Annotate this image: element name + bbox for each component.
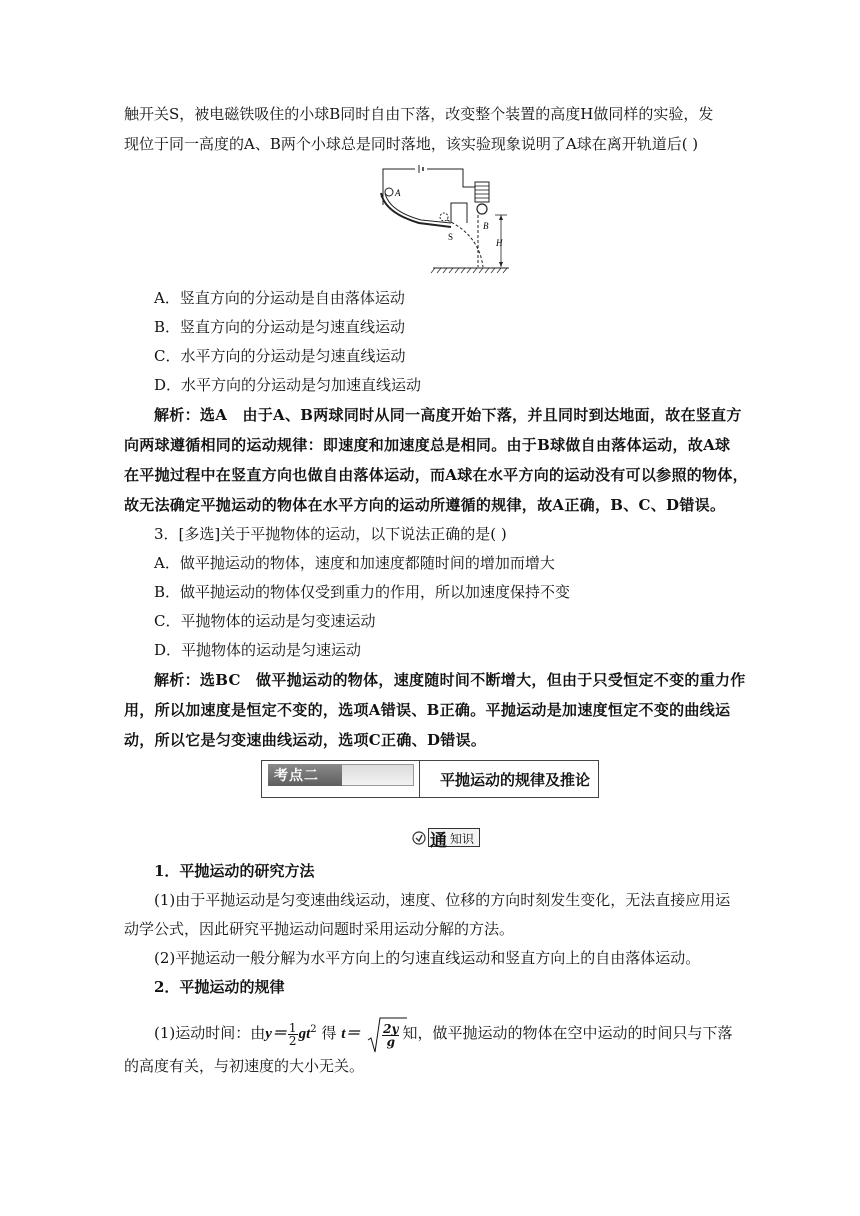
q2-stem-line-2: 现位于同一高度的A、B两个小球总是同时落地，该实验现象说明了A球在离开轨道后( ) (124, 135, 699, 153)
q2-stem-line-1: 触开关S，被电磁铁吸住的小球B同时自由下落，改变整个装置的高度H做同样的实验，发 (124, 105, 714, 123)
label-s: S (448, 232, 454, 242)
frac-num: 1 (288, 1020, 297, 1035)
fraction-half (288, 1022, 298, 1047)
eq-y: y＝ (265, 1026, 287, 1042)
q2-option-b: B．竖直方向的分运动是匀速直线运动 (154, 318, 406, 336)
p1-prefix: (1)运动时间：由 (154, 1024, 266, 1042)
q3-option-d: D．平抛物体的运动是匀速运动 (154, 641, 362, 659)
q2-analysis-line-4: 故无法确定平抛运动的物体在水平方向的运动所遵循的规律，故A正确，B、C、D错误。 (124, 496, 726, 514)
banner-tag-label: 考点二 (274, 768, 319, 784)
banner-title: 平抛运动的规律及推论 (440, 771, 591, 789)
experiment-figure (375, 165, 515, 280)
ball-b (477, 204, 487, 214)
section-banner (261, 760, 599, 798)
q3-analysis-line-3: 动，所以它是匀变速曲线运动，选项C正确、D错误。 (124, 731, 487, 749)
eq-gt: gt (298, 1026, 311, 1042)
p1-mid: 得 (321, 1024, 337, 1042)
section1-p2: (2)平抛运动一般分解为水平方向上的匀速直线运动和竖直方向上的自由落体运动。 (154, 949, 701, 967)
q3-option-c: C．平抛物体的运动是匀变速运动 (154, 612, 376, 630)
frac-den: 2 (288, 1033, 297, 1048)
q2-analysis-line-2: 向两球遵循相同的运动规律：即速度和加速度总是相同。由于B球做自由落体运动，故A球 (124, 436, 731, 454)
section1-p1-line-2: 动学公式，因此研究平抛运动问题时采用运动分解的方法。 (124, 920, 515, 938)
apparatus-diagram (375, 165, 515, 280)
q2-analysis-line-3: 在平抛过程中在竖直方向也做自由落体运动，而A球在水平方向的运动没有可以参照的物体， (124, 466, 748, 484)
eq-sup: 2 (310, 1024, 317, 1035)
ball-a-end (440, 213, 448, 221)
q3-stem: 3．[多选]关于平抛物体的运动，以下说法正确的是( ) (154, 525, 507, 543)
eq-t: t＝ (341, 1026, 361, 1042)
label-b: B (483, 221, 489, 231)
p1-suffix: 知，做平抛运动的物体在空中运动的时间只与下落 (402, 1024, 733, 1042)
q2-option-a: A．竖直方向的分运动是自由落体运动 (154, 289, 405, 307)
sqrt-num: 2y (383, 1021, 399, 1036)
tongzhi-badge (410, 827, 482, 849)
q2-analysis-line-1: 解析：选A 由于A、B两球同时从同一高度开始下落，并且同时到达地面，故在竖直方 (154, 406, 742, 424)
section1-p1-line-1: (1)由于平抛运动是匀变速曲线运动，速度、位移的方向时刻发生变化，无法直接应用运 (154, 891, 731, 909)
banner-tag-area (262, 761, 420, 797)
section2-heading: 2．平抛运动的规律 (154, 978, 285, 996)
badge-big-char: 通 (430, 831, 447, 851)
sqrt-expression (367, 1020, 400, 1048)
sqrt-den: g (386, 1034, 395, 1049)
badge-small-text: 知识 (450, 832, 475, 846)
badge-leaf-icon (412, 831, 426, 845)
label-a: A (395, 188, 401, 198)
sqrt-sign-icon (367, 1016, 407, 1056)
label-h: H (496, 238, 503, 248)
section1-heading: 1．平抛运动的研究方法 (154, 862, 315, 880)
q2-option-c: C．水平方向的分运动是匀速直线运动 (154, 347, 406, 365)
q3-analysis-line-2: 用，所以加速度是恒定不变的，选项A错误、B正确。平抛运动是加速度恒定不变的曲线运 (124, 701, 731, 719)
q3-option-b: B．做平抛运动的物体仅受到重力的作用，所以加速度保持不变 (154, 583, 571, 601)
q3-analysis-line-1: 解析：选BC 做平抛运动的物体，速度随时间不断增大，但由于只受恒定不变的重力作 (154, 671, 746, 689)
ball-a (385, 188, 393, 196)
q2-option-d: D．水平方向的分运动是匀加速直线运动 (154, 376, 422, 394)
q3-option-a: A．做平抛运动的物体，速度和加速度都随时间的增加而增大 (154, 554, 555, 572)
section2-p1-line-1 (154, 1016, 744, 1050)
section2-p1-line-2: 的高度有关，与初速度的大小无关。 (124, 1057, 365, 1075)
